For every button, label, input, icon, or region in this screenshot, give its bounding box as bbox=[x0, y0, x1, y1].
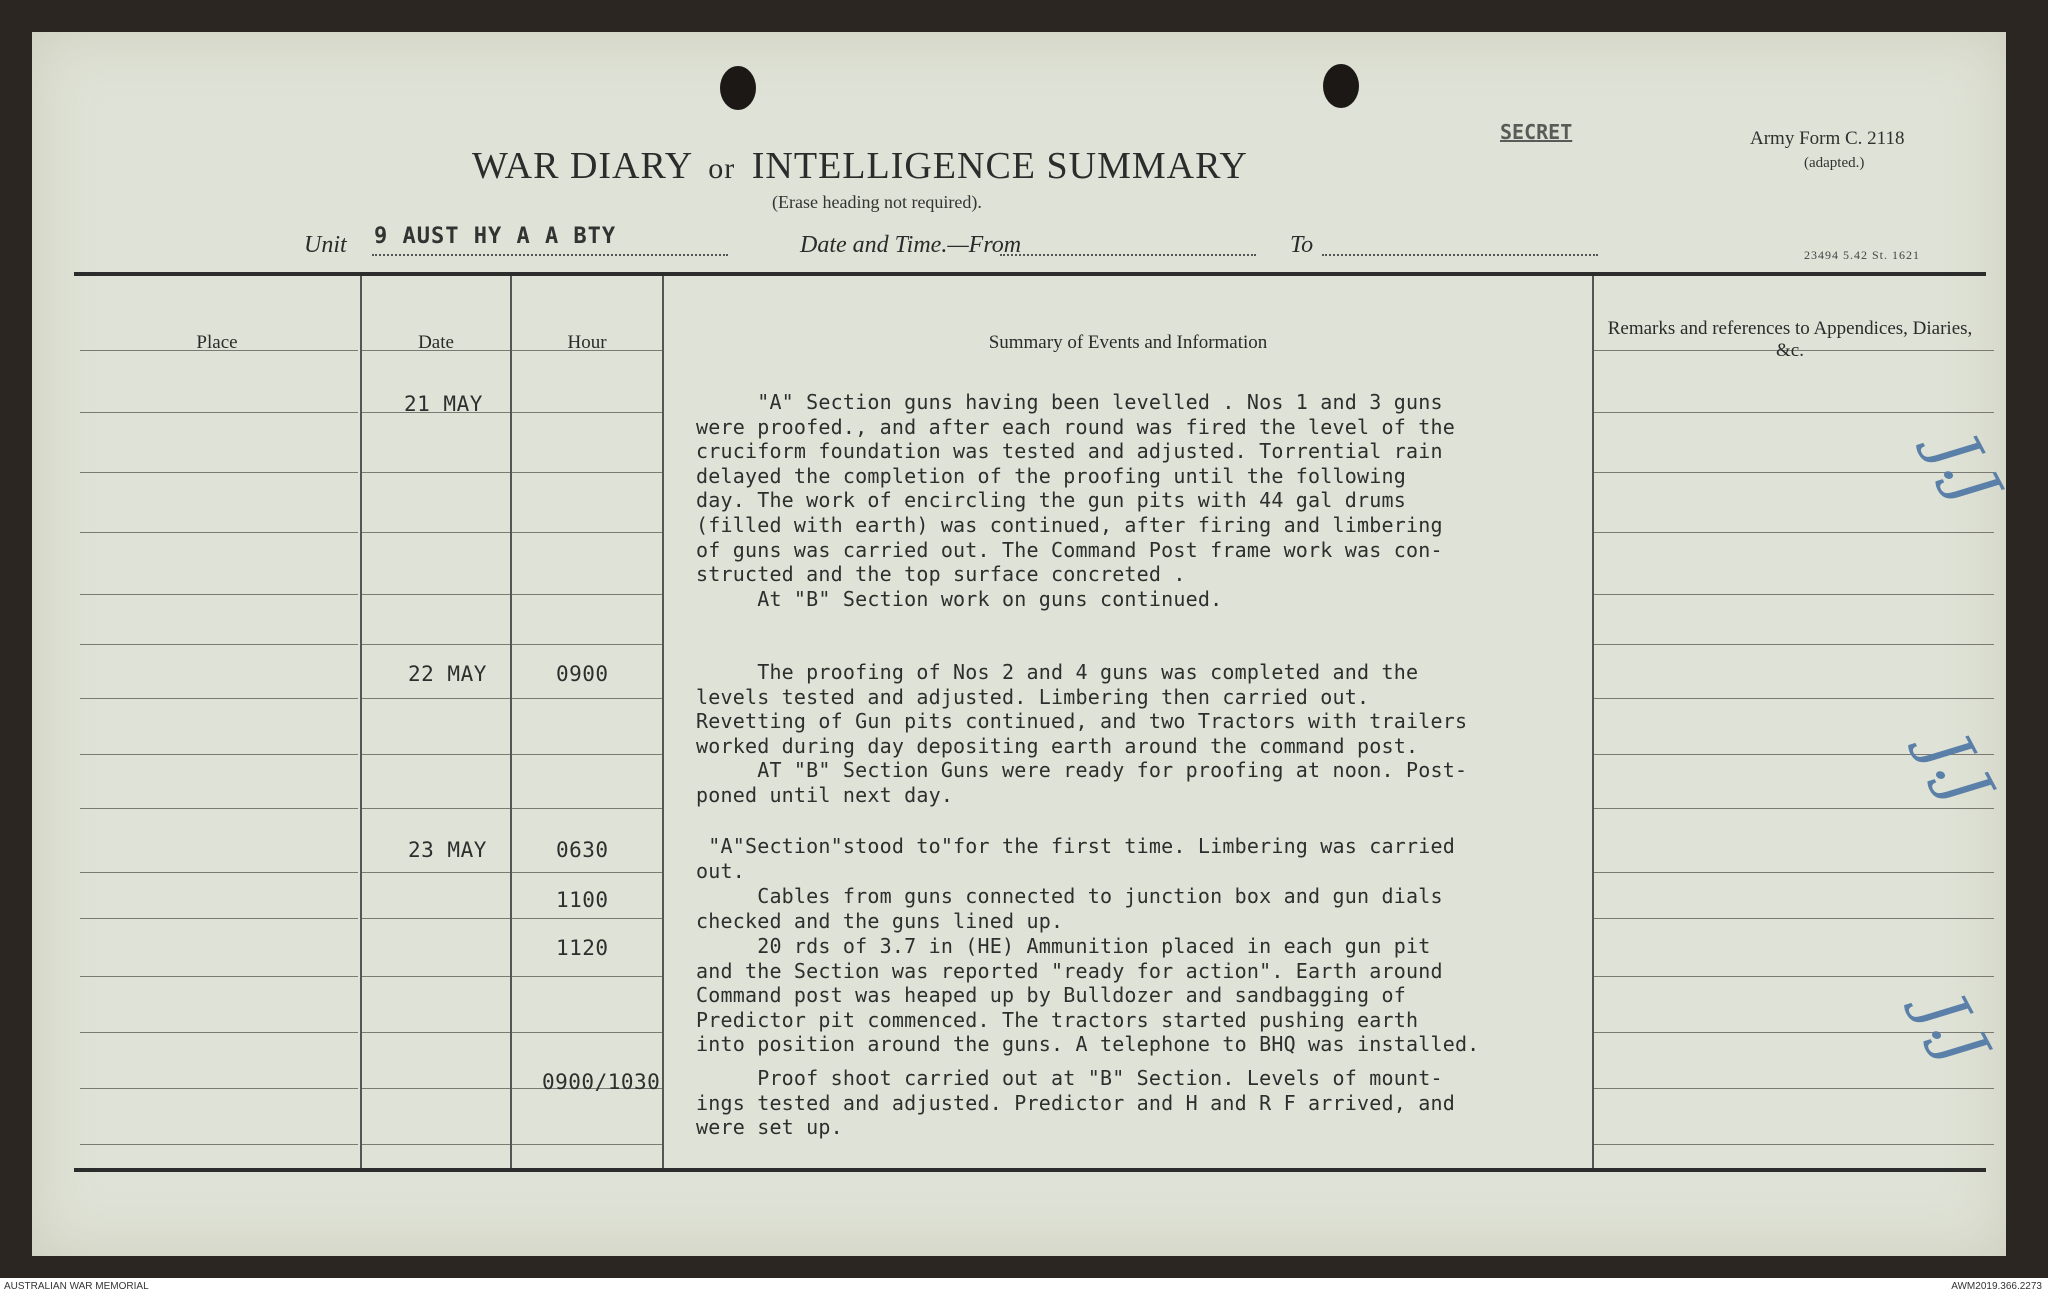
entry-hour: 1120 bbox=[556, 936, 609, 960]
ruled-line bbox=[362, 918, 510, 919]
ruled-line bbox=[362, 1032, 510, 1033]
from-dotted-line bbox=[1000, 254, 1256, 256]
ruled-line bbox=[80, 472, 358, 473]
ruled-line bbox=[362, 808, 510, 809]
army-form-number: Army Form C. 2118 bbox=[1750, 128, 1905, 149]
ruled-line bbox=[80, 1088, 358, 1089]
ruled-line bbox=[362, 754, 510, 755]
ruled-line bbox=[512, 1032, 662, 1033]
handwritten-check-mark: J.J bbox=[1909, 722, 2006, 816]
ruled-line bbox=[80, 1032, 358, 1033]
print-reference: 23494 5.42 St. 1621 bbox=[1804, 248, 1921, 262]
column-header-hour: Hour bbox=[567, 332, 607, 353]
ruled-line bbox=[512, 644, 662, 645]
ruled-line bbox=[512, 532, 662, 533]
ruled-line bbox=[362, 976, 510, 977]
entry-text: Cables from guns connected to junction box and gun dials checked and the guns lined up. bbox=[696, 884, 1443, 933]
erase-note: (Erase heading not required). bbox=[772, 192, 982, 212]
ruled-line bbox=[362, 1088, 510, 1089]
column-divider bbox=[360, 276, 362, 1168]
secret-stamp: SECRET bbox=[1500, 120, 1573, 144]
ruled-line bbox=[512, 976, 662, 977]
entry-hour: 0900 bbox=[556, 662, 609, 686]
ruled-line bbox=[80, 1144, 358, 1145]
ruled-line bbox=[80, 918, 358, 919]
column-divider bbox=[662, 276, 664, 1168]
ruled-line bbox=[80, 808, 358, 809]
entry-text: The proofing of Nos 2 and 4 guns was completed and the levels tested and adjusted. Limbering then carried out. Revetting of Gun pits continued, and two Tractors with trailers worked during day depositing earth around the command post. AT "B" Section Guns were ready for proofing at noon. Post- poned until next day. bbox=[696, 660, 1468, 807]
ruled-line bbox=[80, 754, 358, 755]
punch-hole bbox=[1323, 64, 1359, 108]
page-title bbox=[472, 144, 1412, 188]
handwritten-check-mark: J.J bbox=[1905, 982, 2002, 1076]
ruled-line bbox=[362, 594, 510, 595]
entry-hour: 1100 bbox=[556, 888, 609, 912]
ruled-line bbox=[362, 532, 510, 533]
entry-text: "A" Section guns having been levelled . Nos 1 and 3 guns were proofed., and after each round was fired the level of the cruciform foundation was tested and adjusted. Torrential rain delayed the completion of the proofing until the following day. The work of encircling the gun pits with 44 gal drums (filled with earth) was continued, after firing and limbering of guns was carried out. The Command Post frame work was con- structed and the top surface concreted . At "B" Section work on guns continued. bbox=[696, 390, 1455, 611]
table-bottom-rule bbox=[74, 1168, 1986, 1172]
column-header-place: Place bbox=[196, 332, 238, 353]
ruled-line bbox=[512, 698, 662, 699]
ruled-line bbox=[362, 872, 510, 873]
to-dotted-line bbox=[1322, 254, 1598, 256]
handwritten-check-mark: J.J bbox=[1917, 422, 2014, 516]
ruled-line bbox=[362, 698, 510, 699]
ruled-line bbox=[80, 872, 358, 873]
ruled-line bbox=[512, 472, 662, 473]
ruled-line bbox=[512, 754, 662, 755]
title-war-diary: WAR DIARY bbox=[472, 145, 692, 187]
unit-label: Unit bbox=[304, 232, 347, 258]
ruled-line bbox=[1594, 644, 1994, 645]
entry-hour: 0630 bbox=[556, 838, 609, 862]
ruled-line bbox=[512, 1144, 662, 1145]
unit-dotted-line bbox=[372, 254, 728, 256]
date-time-label: Date and Time.—From bbox=[800, 232, 1022, 258]
unit-value: 9 AUST HY A A BTY bbox=[374, 224, 617, 249]
ruled-line bbox=[512, 918, 662, 919]
ruled-line bbox=[362, 472, 510, 473]
entry-text: 20 rds of 3.7 in (HE) Ammunition placed in each gun pit and the Section was reported "ready for action". Earth around Command post was heaped up by Bulldozer and sandbagging of Predictor pit commenced. The tractors started pushing earth into position around the guns. A telephone to BHQ was installed. bbox=[696, 934, 1480, 1057]
adapted-note: (adapted.) bbox=[1804, 155, 1865, 171]
entry-date: 22 MAY bbox=[408, 662, 487, 686]
column-divider bbox=[510, 276, 512, 1168]
ruled-line bbox=[512, 808, 662, 809]
entry-date: 21 MAY bbox=[404, 392, 483, 416]
title-or: or bbox=[708, 152, 736, 185]
punch-hole bbox=[720, 66, 756, 110]
column-header-summary: Summary of Events and Information bbox=[988, 332, 1268, 353]
ruled-line bbox=[362, 1144, 510, 1145]
ruled-line bbox=[362, 644, 510, 645]
footer-accession-number: AWM2019.366.2273 bbox=[1951, 1281, 2042, 1292]
ruled-line bbox=[512, 412, 662, 413]
ruled-line bbox=[80, 412, 358, 413]
ruled-line bbox=[80, 532, 358, 533]
entry-text: "A"Section"stood to"for the first time. Limbering was carried out. bbox=[696, 834, 1455, 883]
entry-date: 23 MAY bbox=[408, 838, 487, 862]
ruled-line bbox=[80, 698, 358, 699]
ruled-line bbox=[80, 644, 358, 645]
ruled-line bbox=[512, 594, 662, 595]
to-label: To bbox=[1290, 232, 1314, 258]
entry-hour: 0900/1030 bbox=[542, 1070, 661, 1094]
ruled-line bbox=[80, 976, 358, 977]
ruled-line bbox=[512, 872, 662, 873]
footer-institution: AUSTRALIAN WAR MEMORIAL bbox=[4, 1281, 149, 1292]
column-header-date: Date bbox=[418, 332, 454, 353]
war-diary-sheet bbox=[32, 32, 2014, 1256]
ruled-line bbox=[1594, 808, 1994, 809]
ruled-line bbox=[80, 594, 358, 595]
entry-text: Proof shoot carried out at "B" Section. Levels of mount- ings tested and adjusted. Predictor and H and R F arrived, and were set up. bbox=[696, 1066, 1455, 1140]
ruled-line bbox=[1594, 1144, 1994, 1145]
title-intelligence-summary: INTELLIGENCE SUMMARY bbox=[751, 145, 1248, 187]
column-header-remarks: Remarks and references to Appendices, Diaries, &c. bbox=[1607, 318, 1973, 361]
